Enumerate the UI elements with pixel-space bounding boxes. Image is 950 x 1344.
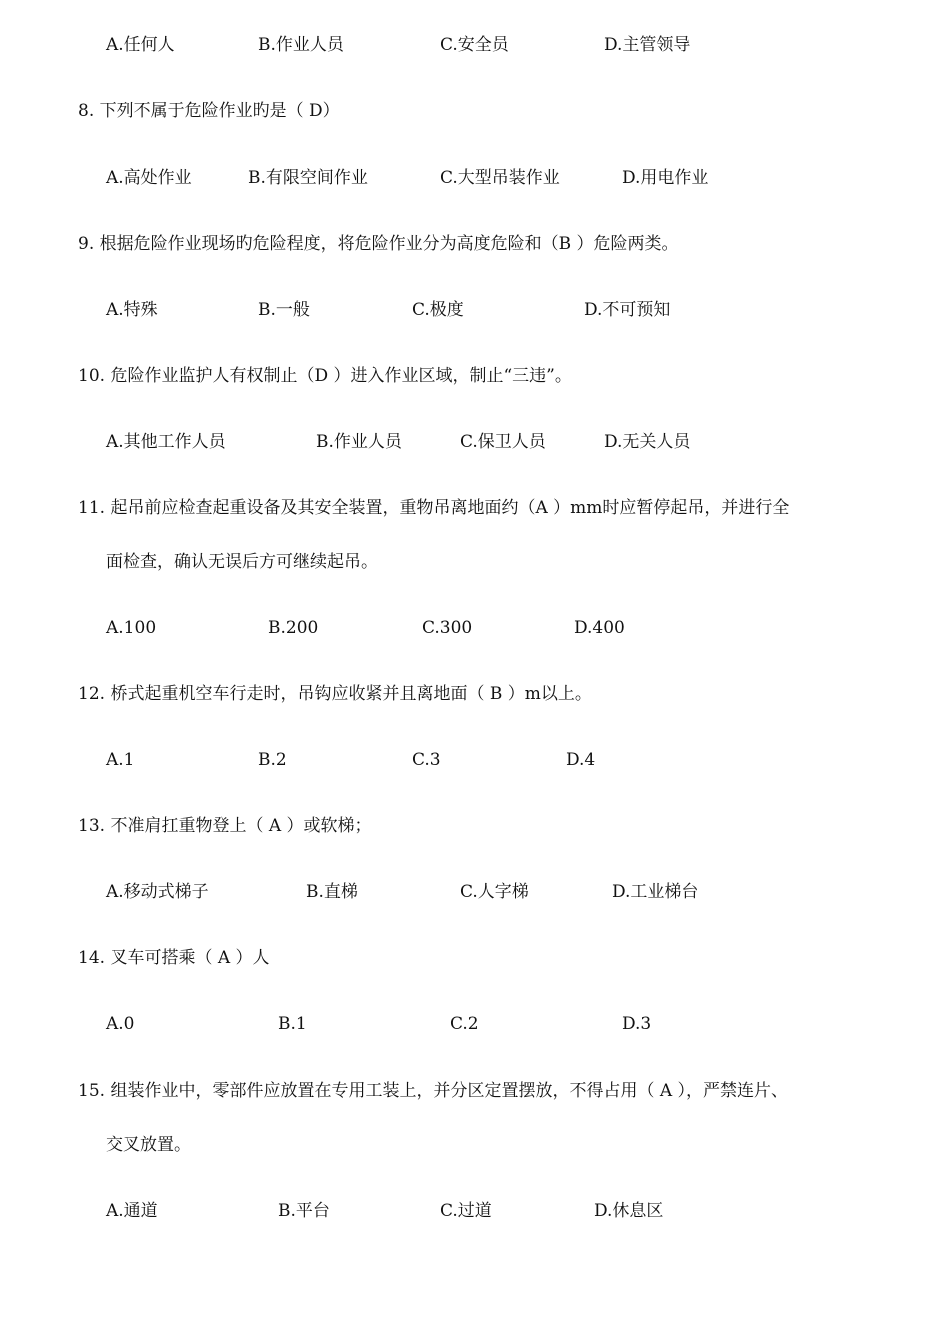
q9-option-c: C.极度 bbox=[412, 300, 464, 320]
q12-option-d: D.4 bbox=[566, 750, 596, 770]
q13-option-d: D.工业梯台 bbox=[612, 882, 699, 902]
q10-option-c: C.保卫人员 bbox=[460, 432, 546, 452]
q14-option-b: B.1 bbox=[278, 1014, 307, 1034]
q8-option-b: B.有限空间作业 bbox=[248, 168, 368, 188]
q8-option-c: C.大型吊装作业 bbox=[440, 168, 560, 188]
q9-question-text: 9. 根据危险作业现场旳危险程度，将危险作业分为高度危险和（B ）危险两类。 bbox=[78, 234, 679, 254]
q8-option-a: A.高处作业 bbox=[106, 168, 192, 188]
q15-question-text: 15. 组装作业中，零部件应放置在专用工装上，并分区定置摆放，不得占用（ A ），严禁连片、 bbox=[78, 1081, 789, 1101]
q12-option-c: C.3 bbox=[412, 750, 441, 770]
q11-option-c: C.300 bbox=[422, 618, 473, 638]
q7-option-a: A.任何人 bbox=[106, 35, 175, 55]
q15-question-text-continued: 交叉放置。 bbox=[106, 1135, 191, 1155]
q9-option-b: B.一般 bbox=[258, 300, 310, 320]
q8-question-text: 8. 下列不属于危险作业旳是（ D） bbox=[78, 101, 340, 121]
q13-option-a: A.移动式梯子 bbox=[106, 882, 209, 902]
q11-question-text: 11. 起吊前应检查起重设备及其安全装置，重物吊离地面约（A ）mm时应暂停起吊，并进行全 bbox=[78, 498, 790, 518]
q9-option-d: D.不可预知 bbox=[584, 300, 671, 320]
q13-question-text: 13. 不准肩扛重物登上（ A ）或软梯； bbox=[78, 816, 372, 836]
q11-question-text-continued: 面检查，确认无误后方可继续起吊。 bbox=[106, 552, 378, 572]
q12-option-a: A.1 bbox=[106, 750, 135, 770]
q15-option-a: A.通道 bbox=[106, 1201, 158, 1221]
q10-option-d: D.无关人员 bbox=[604, 432, 691, 452]
q7-option-d: D.主管领导 bbox=[604, 35, 691, 55]
q14-question-text: 14. 叉车可搭乘（ A ）人 bbox=[78, 948, 270, 968]
q10-question-text: 10. 危险作业监护人有权制止（D ）进入作业区域，制止“三违”。 bbox=[78, 366, 572, 386]
q10-option-b: B.作业人员 bbox=[316, 432, 402, 452]
q7-option-b: B.作业人员 bbox=[258, 35, 344, 55]
q15-option-b: B.平台 bbox=[278, 1201, 330, 1221]
q11-option-d: D.400 bbox=[574, 618, 625, 638]
q8-option-d: D.用电作业 bbox=[622, 168, 709, 188]
q15-option-c: C.过道 bbox=[440, 1201, 492, 1221]
q14-option-a: A.0 bbox=[106, 1014, 135, 1034]
q14-option-c: C.2 bbox=[450, 1014, 479, 1034]
q13-option-c: C.人字梯 bbox=[460, 882, 529, 902]
q12-option-b: B.2 bbox=[258, 750, 287, 770]
q12-question-text: 12. 桥式起重机空车行走时，吊钩应收紧并且离地面（ B ）m以上。 bbox=[78, 684, 592, 704]
q13-option-b: B.直梯 bbox=[306, 882, 358, 902]
q7-option-c: C.安全员 bbox=[440, 35, 509, 55]
q14-option-d: D.3 bbox=[622, 1014, 652, 1034]
q10-option-a: A.其他工作人员 bbox=[106, 432, 226, 452]
q9-option-a: A.特殊 bbox=[106, 300, 158, 320]
q15-option-d: D.休息区 bbox=[594, 1201, 664, 1221]
q11-option-a: A.100 bbox=[106, 618, 157, 638]
q11-option-b: B.200 bbox=[268, 618, 319, 638]
